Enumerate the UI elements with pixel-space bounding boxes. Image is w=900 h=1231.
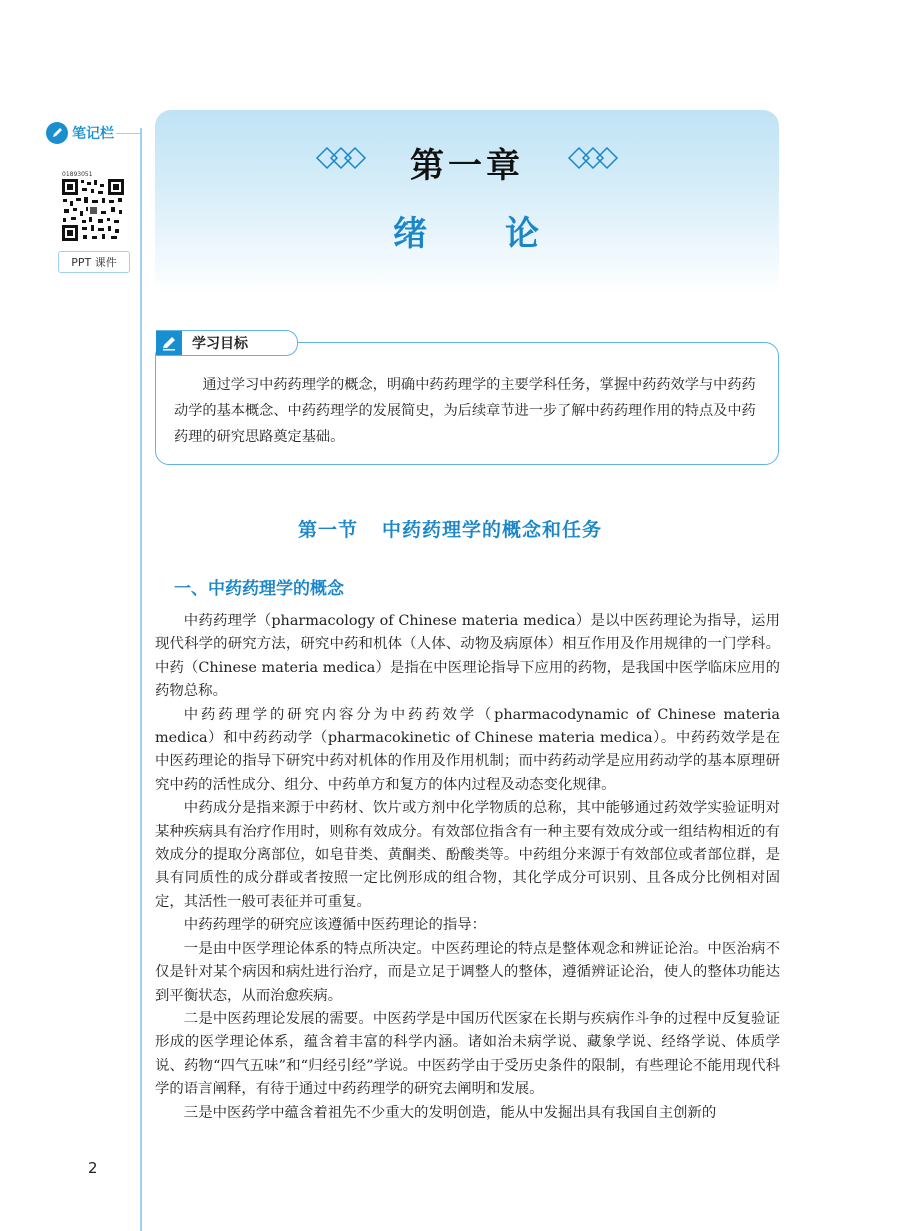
margin-rule	[140, 128, 142, 1231]
subsection-heading: 一、中药药理学的概念	[174, 579, 344, 599]
objectives-text: 通过学习中药药理学的概念，明确中药药理学的主要学科任务，掌握中药药效学与中药药动学的基本概念、中药药理学的发展简史，为后续章节进一步了解中药药理作用的特点及中药药理的研究思路奠定基础。	[174, 377, 756, 445]
chapter-subtitle-char-2: 论	[505, 214, 541, 254]
paragraph: 中药药理学（pharmacology of Chinese materia medica）是以中医药理论为指导，运用现代科学的研究方法，研究中药和机体（人体、动物及病原体）相互作用及作用规律的一门学科。中药（Chinese materia medica）是指在中医理论指导下应用的药物，是我国中医学临床应用的药物总称。	[155, 613, 780, 700]
ppt-courseware-label[interactable]: PPT 课件	[58, 251, 130, 273]
pencil-icon	[46, 122, 68, 144]
notes-label: 笔记栏	[72, 126, 114, 142]
section-title: 中药药理学的概念和任务	[382, 519, 603, 541]
qr-caption: 01893051	[62, 171, 93, 178]
diamond-ornament-icon	[567, 146, 619, 170]
qr-code-icon[interactable]	[61, 178, 125, 242]
page-number: 2	[88, 1159, 98, 1177]
chapter-subtitle	[155, 206, 779, 255]
notes-rule	[116, 133, 142, 134]
chapter-subtitle-char-1: 绪	[393, 214, 429, 254]
chapter-banner	[155, 110, 779, 294]
paragraph: 中药药理学的研究内容分为中药药效学（pharmacodynamic of Chinese materia medica）和中药药动学（pharmacokinetic of Chinese materia medica）。中药药效学是在中医药理论的指导下研究中药对机体的作用及作用机制；而中药药动学是应用药动学的基本原理研究中药的活性成分、组分、中药单方和复方的体内过程及动态变化规律。	[155, 706, 780, 793]
paragraph: 一是由中医学理论体系的特点所决定。中医药理论的特点是整体观念和辨证论治。中医治病不仅是针对某个病因和病灶进行治疗，而是立足于调整人的整体，遵循辨证论治，使人的整体功能达到平衡状态，从而治愈疾病。	[155, 940, 780, 1004]
chapter-title: 第一章	[410, 146, 524, 186]
pen-icon	[156, 331, 182, 355]
paragraph: 三是中医药学中蕴含着祖先不少重大的发明创造，能从中发掘出具有我国自主创新的	[183, 1104, 717, 1121]
notes-header	[46, 122, 114, 144]
body-text	[155, 610, 780, 1125]
paragraph: 二是中医药理论发展的需要。中医药学是中国历代医家在长期与疾病作斗争的过程中反复验证形成的医学理论体系，蕴含着丰富的科学内涵。诸如治未病学说、藏象学说、经络学说、体质学说、药物“四气五味”和“归经引经”学说。中医药学由于受历史条件的限制，有些理论不能用现代科学的语言阐释，有待于通过中药药理学的研究去阐明和发展。	[155, 1010, 780, 1098]
section-heading	[0, 515, 900, 542]
objectives-tab	[156, 330, 298, 356]
section-number: 第一节	[297, 519, 358, 541]
paragraph: 中药药理学的研究应该遵循中医药理论的指导：	[183, 917, 487, 934]
objectives-label: 学习目标	[192, 336, 248, 352]
paragraph: 中药成分是指来源于中药材、饮片或方剂中化学物质的总称，其中能够通过药效学实验证明对某种疾病具有治疗作用时，则称有效成分。有效部位指含有一种主要有效成分或一组结构相近的有效成分的提取分离部位，如皂苷类、黄酮类、酚酸类等。中药组分来源于有效部位或者部位群，是具有同质性的成分群或者按照一定比例形成的组合物，其化学成分可识别、且各成分比例相对固定，其活性一般可表征并可重复。	[155, 800, 780, 910]
